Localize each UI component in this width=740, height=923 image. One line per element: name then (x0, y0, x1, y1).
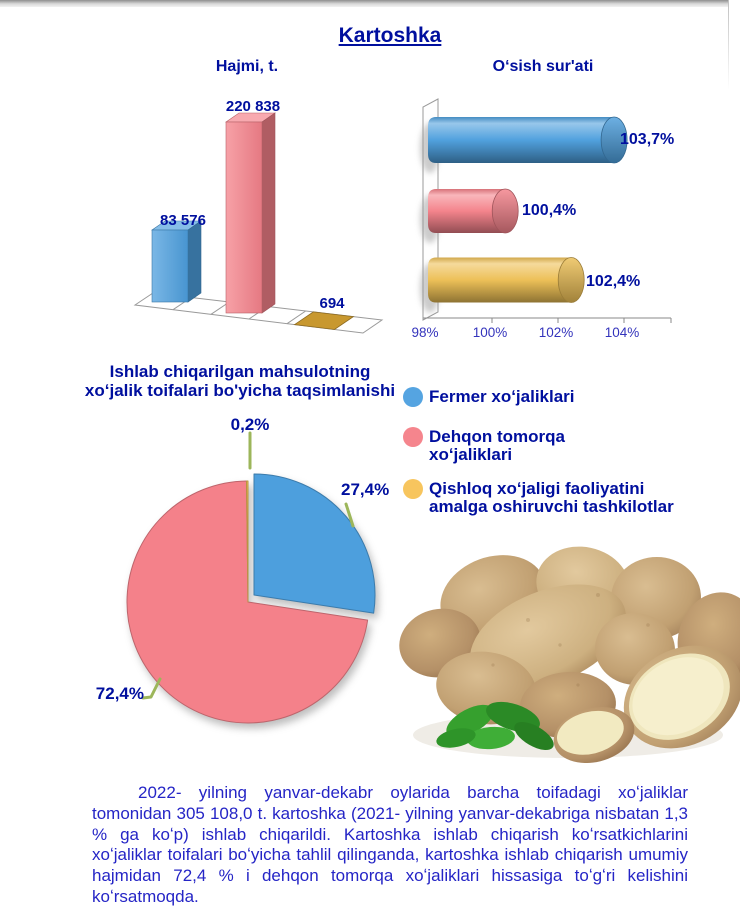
volume-chart-title: Hajmi, t. (215, 58, 279, 75)
x-axis-tick: 104% (604, 325, 640, 340)
page-title: Kartoshka (338, 24, 442, 47)
pie-chart-title (55, 362, 425, 400)
legend-item-fermer (403, 388, 575, 407)
bar-value-label: 220 838 (225, 98, 281, 115)
legend-label: amalga oshiruvchi tashkilotlar (429, 497, 674, 516)
x-axis-tick: 102% (538, 325, 574, 340)
cylinder-value-label: 100,4% (522, 202, 577, 219)
legend-dot-qishloq (403, 479, 423, 499)
legend-dot-dehqon (403, 427, 423, 447)
cylinder-value-label: 102,4% (586, 273, 641, 290)
summary-paragraph: 2022- yilning yanvar-dekabr oylarida barcha toifadagi xoʻjaliklar tomonidan 305 108,0 t. kartoshka (2021- yilning yanvar-dekabriga nisbatan 1,3 % ga koʻp) ishlab chiqarildi. Kartoshka ishlab chiqarish koʻrsatkichlarini xoʻjaliklar toifalari boʻyicha tahlil qilinganda, kartoshka ishlab chiqarish umumiy hajmidan 72,4 % i dehqon tomorqa xoʻjaliklari hissasiga toʻgʻri kelishini koʻrsatmoqda. (92, 783, 688, 906)
legend-item-qishloq (403, 480, 674, 516)
legend-label: Dehqon tomorqa (429, 427, 565, 446)
bar-value-label: 83 576 (160, 212, 206, 229)
bar-value-label: 694 (319, 295, 345, 312)
potatoes-photo (398, 525, 740, 763)
x-axis-tick: 100% (472, 325, 508, 340)
pie-slice-label: 27,4% (341, 480, 390, 499)
legend-label: Fermer xoʻjaliklari (429, 387, 575, 406)
x-axis-tick: 98% (411, 325, 439, 340)
pie-slice-label: 72,4% (95, 684, 144, 703)
pie-title-line1: Ishlab chiqarilgan mahsulotning (109, 362, 371, 381)
legend-item-dehqon (403, 428, 565, 464)
legend-dot-fermer (403, 387, 423, 407)
pie-title-line2: xoʻjalik toifalari bo'yicha taqsimlanishi (84, 381, 396, 400)
pie-slice-label: 0,2% (230, 415, 270, 434)
legend-label: xoʻjaliklari (429, 445, 513, 464)
legend-label: Qishloq xoʻjaligi faoliyatini (429, 479, 645, 498)
growth-chart-title: Oʻsish sur'ati (492, 58, 594, 75)
cylinder-value-label: 103,7% (620, 131, 675, 148)
page-top-edge (0, 0, 728, 7)
